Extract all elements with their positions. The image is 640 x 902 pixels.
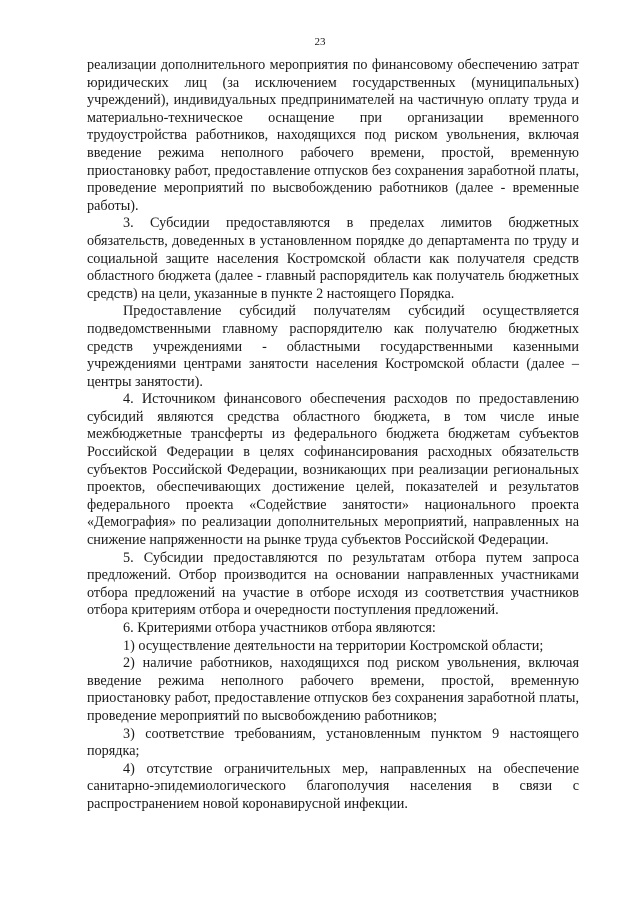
criteria-item-2: 2) наличие работников, находящихся под риском увольнения, включая введение режима неполного рабочего времени, простой, временную приостановку работ, предоставление отпусков без сохранения заработной платы, проведение мероприятий по высвобождению работников; bbox=[87, 655, 579, 724]
criteria-item-3: 3) соответствие требованиям, установленным пунктом 9 настоящего порядка; bbox=[87, 725, 579, 760]
paragraph-item-5: 5. Субсидии предоставляются по результатам отбора путем запроса предложений. Отбор производится на основании направленных участниками отбора предложений на участие в отборе исходя из соответствия участников отбора критериям отбора и очередности поступления предложений. bbox=[87, 549, 579, 619]
criteria-item-1: 1) осуществление деятельности на территории Костромской области; bbox=[123, 637, 544, 654]
paragraph-item-6: 6. Критериями отбора участников отбора являются: bbox=[123, 620, 436, 636]
paragraph-item-4: 4. Источником финансового обеспечения расходов по предоставлению субсидий являются средства областного бюджета, в том числе иные межбюджетные трансферты из федерального бюджета бюджетам субъектов Российской Федерации в целях софинансирования расходных обязательств субъектов Российской Федерации, возникающих при реализации региональных проектов, обеспечивающих достижение целей, показателей и результатов федерального проекта «Содействие занятости» национального проекта «Демография» по реализации дополнительных мероприятий, направленных на снижение напряженности на рынке труда субъектов Российской Федерации. bbox=[87, 391, 579, 549]
paragraph-continuation: реализации дополнительного мероприятия по финансовому обеспечению затрат юридических лиц (за исключением государственных (муниципальных) учреждений), индивидуальных предпринимателей на частичную оплату труда и материально-техническое оснащение при организации временного трудоустройства работников, находящихся под риском увольнения, включая введение режима неполного рабочего времени, простой, временную приостановку работ, предоставление отпусков без сохранения заработной платы, проведение мероприятий по высвобождению работников (далее - временные работы). bbox=[87, 57, 579, 214]
page-number: 23 bbox=[314, 36, 326, 48]
document-body bbox=[87, 57, 579, 814]
criteria-item-4: 4) отсутствие ограничительных мер, направленных на обеспечение санитарно-эпидемиологического благополучия населения в связи с распространением новой коронавирусной инфекции. bbox=[87, 760, 579, 812]
paragraph-subsidy-provision: Предоставление субсидий получателям субсидий осуществляется подведомственными главному распорядителю как получателю бюджетных средств учреждениями - областными государственными казенными учреждениями центрами занятости населения Костромской области (далее – центры занятости). bbox=[87, 303, 579, 390]
paragraph-item-3: 3. Субсидии предоставляются в пределах лимитов бюджетных обязательств, доведенных в установленном порядке до департамента по труду и социальной защите населения Костромской области как получателя средств областного бюджета (далее - главный распорядитель как получатель бюджетных средств) на цели, указанные в пункте 2 настоящего Порядка. bbox=[87, 215, 579, 302]
